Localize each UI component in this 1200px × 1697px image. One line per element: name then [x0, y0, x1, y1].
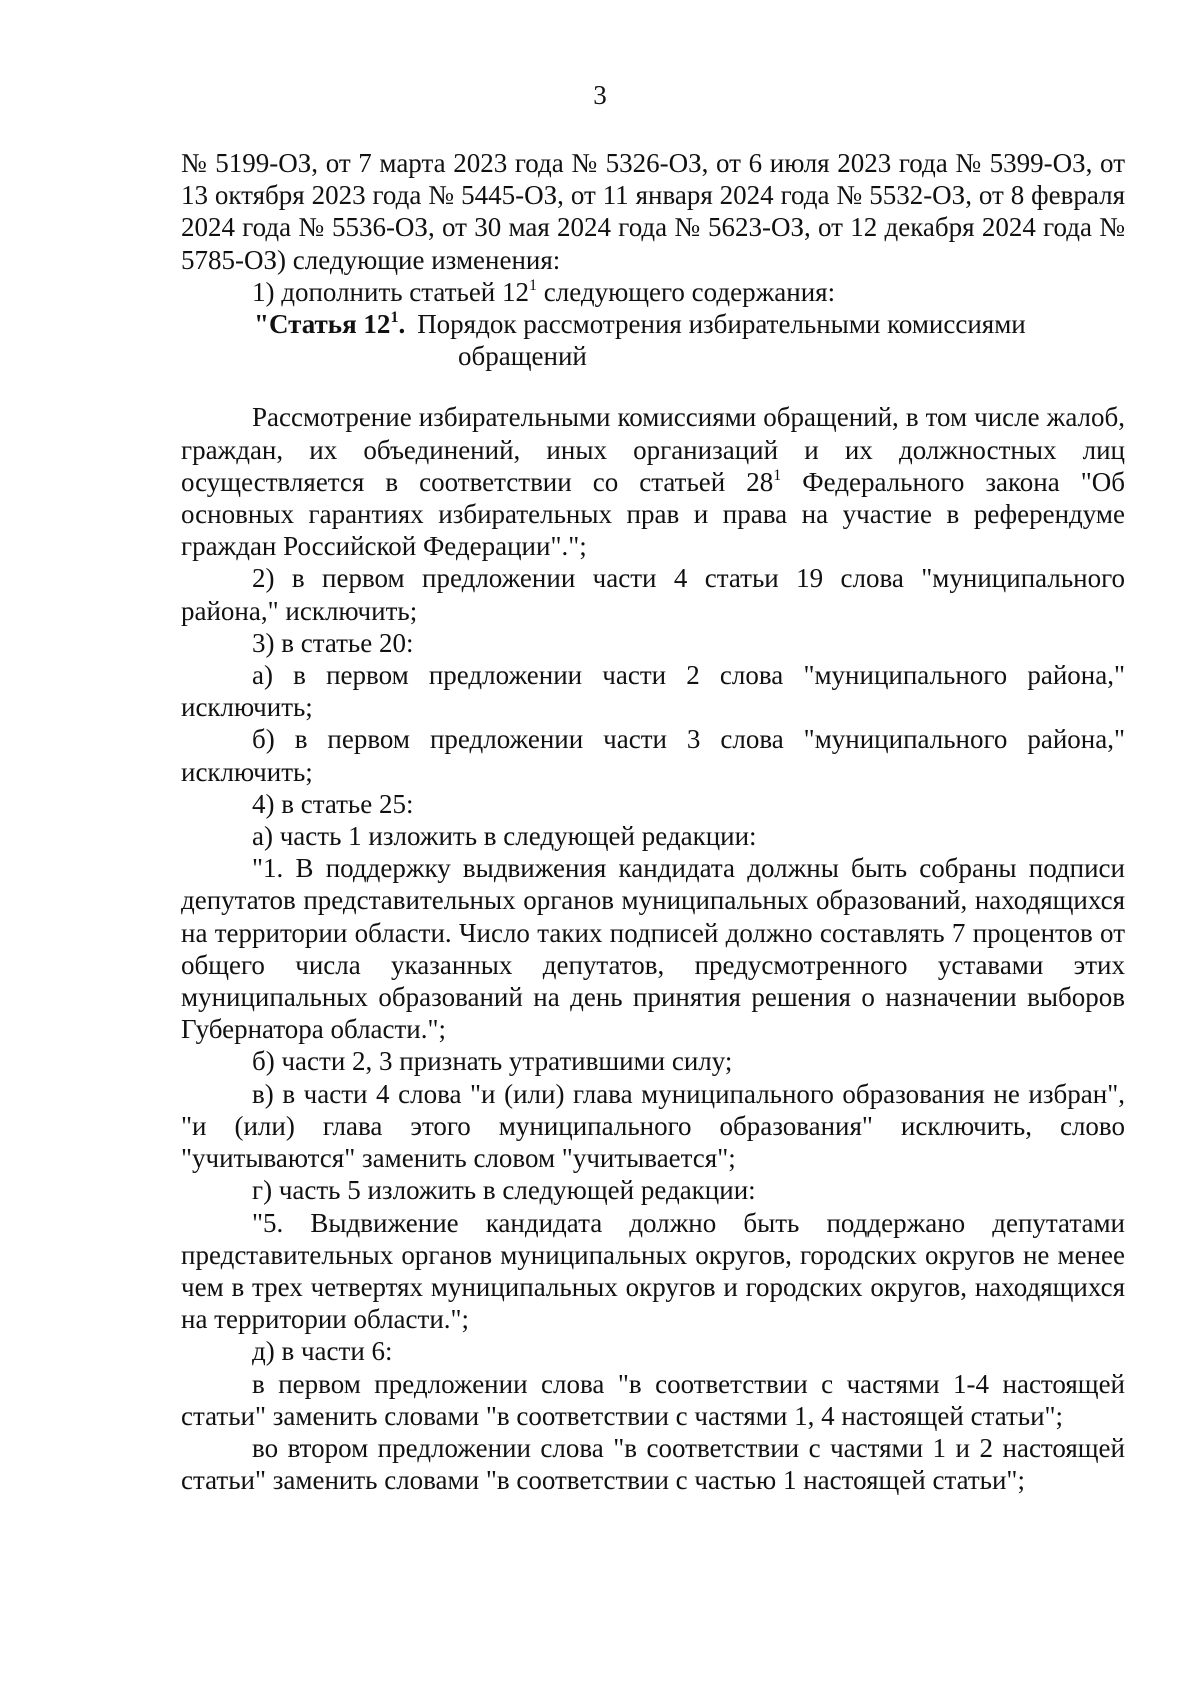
paragraph-item-3b: б) в первом предложении части 3 слова "муниципального района," исключить;: [181, 724, 1125, 787]
paragraph-item-4: 4) в статье 25:: [252, 788, 414, 819]
article-heading: [254, 308, 1125, 340]
item-1-text-end: следующего содержания:: [537, 276, 836, 307]
paragraph-item-4g-text: "5. Выдвижение кандидата должно быть поддержано депутатами представительных органов муниципальных округов, городских округов не менее чем в трех четвертях муниципальных округов и городских округов, находящихся на территории области.";: [181, 1207, 1125, 1335]
article-title-line-2: обращений: [458, 341, 587, 372]
paragraph-article-body: [181, 401, 1125, 562]
article-number-superscript: 1: [390, 309, 399, 327]
article-title-line-1: Порядок рассмотрения избирательными комиссиями: [417, 309, 1026, 340]
paragraph-item-4d-2: во втором предложении слова "в соответствии с частями 1 и 2 настоящей статьи" заменить словами "в соответствии с частью 1 настоящей статьи";: [181, 1432, 1125, 1496]
paragraph-item-2: 2) в первом предложении части 4 статьи 19 слова "муниципального района," исключить;: [181, 563, 1125, 626]
item-1-text-start: 1) дополнить статьей 12: [252, 276, 530, 307]
paragraph-law-references: № 5199-ОЗ, от 7 марта 2023 года № 5326-ОЗ, от 6 июля 2023 года № 5399-ОЗ, от 13 октября 2023 года № 5445-ОЗ, от 11 января 2024 года № 5532-ОЗ, от 8 февраля 2024 года № 5536-ОЗ, от 30 мая 2024 года № 5623-ОЗ, от 12 декабря 2024 года № 5785-ОЗ) следующие изменения:: [181, 148, 1125, 275]
paragraph-item-4g: г) часть 5 изложить в следующей редакции:: [252, 1175, 756, 1206]
paragraph-item-4d-1: в первом предложении слова "в соответствии с частями 1-4 настоящей статьи" заменить словами "в соответствии с частями 1, 4 настоящей статьи";: [181, 1368, 1125, 1431]
article-heading-continuation: [254, 340, 1125, 372]
page-number: 3: [593, 80, 607, 110]
paragraph-item-4a: а) часть 1 изложить в следующей редакции:: [252, 821, 757, 852]
article-body-superscript: 1: [773, 466, 782, 484]
paragraph-item-4a-text: "1. В поддержку выдвижения кандидата должны быть собраны подписи депутатов представительных органов муниципальных образований, находящихся на территории области. Число таких подписей должно составлять 7 процентов от общего числа указанных депутатов, предусмотренного уставами этих муниципальных образований на день принятия решения о назначении выборов Губернатора области.";: [181, 853, 1125, 1045]
scan-edge-marks: [160, 1688, 1100, 1697]
spacer: [181, 372, 1125, 401]
article-number-dot: .: [398, 309, 406, 340]
document-body: [181, 147, 1125, 1496]
article-title: [417, 308, 1125, 340]
paragraph-item-4d: д) в части 6:: [252, 1336, 393, 1367]
paragraph-item-1: [181, 276, 1125, 308]
item-1-superscript: 1: [529, 276, 538, 294]
paragraph-item-3: 3) в статье 20:: [252, 627, 414, 658]
paragraph-item-4b: б) части 2, 3 признать утратившими силу;: [252, 1046, 733, 1077]
article-body-text-end: Федерального закона "Об основных гарантиях избирательных прав и права на участие в референдуме граждан Российской Федерации".";: [181, 466, 1125, 562]
article-number: [254, 308, 405, 340]
article-number-text: "Статья 12: [254, 309, 391, 340]
paragraph-item-3a: а) в первом предложении части 2 слова "муниципального района," исключить;: [181, 660, 1125, 723]
article-body-text-start: Рассмотрение избирательными комиссиями обращений, в том числе жалоб, граждан, их объединений, иных организаций и их должностных лиц осуществляется в соответствии со статьей 28: [181, 402, 1125, 497]
paragraph-item-4v: в) в части 4 слова "и (или) глава муниципального образования не избран", "и (или) глава этого муниципального образования" исключить, слово "учитываются" заменить словом "учитывается";: [181, 1078, 1125, 1174]
